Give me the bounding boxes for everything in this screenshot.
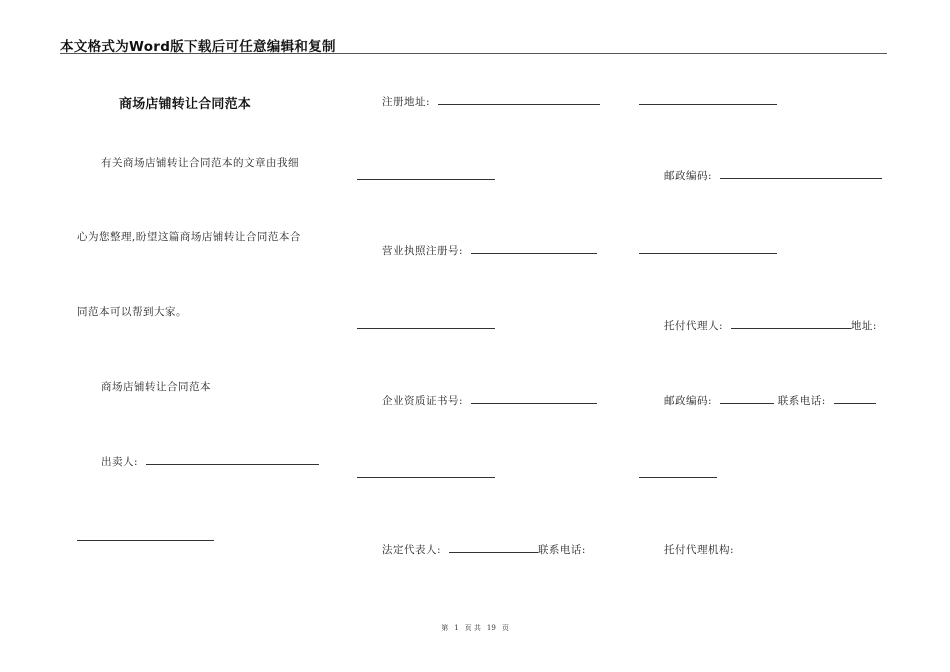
postcode-phone-field <box>664 393 876 408</box>
header-divider <box>60 53 887 54</box>
seller-field <box>101 454 319 469</box>
page-footer <box>0 623 950 633</box>
seller-continuation-blank <box>77 540 214 541</box>
intro-line-3: 同范本可以帮到大家。 <box>77 306 187 318</box>
current-page-number: 1 <box>454 624 459 632</box>
postcode-continuation-blank <box>639 253 777 254</box>
legal-representative-field <box>382 542 586 557</box>
intro-line-2: 心为您整理,盼望这篇商场店铺转让合同范本合 <box>77 231 301 243</box>
agency-label: 托付代理机构: <box>664 544 735 556</box>
contract-title: 商场店铺转让合同范本 <box>119 97 252 112</box>
registered-address-field <box>382 94 600 109</box>
document-header: 本文格式为Word版下载后可任意编辑和复制 <box>60 39 336 55</box>
footer-suffix: 页 <box>501 624 509 632</box>
registered-address-label: 注册地址: <box>382 96 431 108</box>
seller-label: 出卖人: <box>101 456 139 468</box>
legal-representative-label: 法定代表人: <box>382 544 442 556</box>
agent-address-label: 地址: <box>850 320 877 332</box>
contract-subtitle: 商场店铺转让合同范本 <box>101 381 211 393</box>
intro-line-1: 有关商场店铺转让合同范本的文章由我细 <box>101 157 299 169</box>
postcode-blank-2 <box>720 393 774 404</box>
qualification-cert-label: 企业资质证书号: <box>382 395 464 407</box>
agent-blank <box>731 318 851 329</box>
col3-top-blank <box>639 104 777 105</box>
footer-mid: 页 共 <box>464 624 481 632</box>
postcode-label-1: 邮政编码: <box>664 170 713 182</box>
seller-blank <box>146 454 319 465</box>
qualification-cert-blank <box>471 393 597 404</box>
business-license-blank <box>471 243 597 254</box>
registered-address-blank <box>438 94 600 105</box>
agent-label: 托付代理人: <box>664 320 724 332</box>
agent-phone-blank <box>834 393 876 404</box>
license-continuation-blank <box>357 328 495 329</box>
address-continuation-blank <box>357 179 495 180</box>
agent-phone-label: 联系电话: <box>777 395 826 407</box>
legal-representative-blank <box>449 542 538 553</box>
business-license-field <box>382 243 597 258</box>
postcode-blank-1 <box>720 168 882 179</box>
business-license-label: 营业执照注册号: <box>382 245 464 257</box>
footer-prefix: 第 <box>441 624 449 632</box>
phone-continuation-blank <box>639 477 717 478</box>
postcode-field-1 <box>664 168 882 183</box>
cert-continuation-blank <box>357 477 495 478</box>
qualification-cert-field <box>382 393 597 408</box>
legal-rep-phone-label: 联系电话: <box>537 544 586 556</box>
agent-field <box>664 318 877 333</box>
postcode-label-2: 邮政编码: <box>664 395 713 407</box>
total-page-count: 19 <box>486 624 496 632</box>
